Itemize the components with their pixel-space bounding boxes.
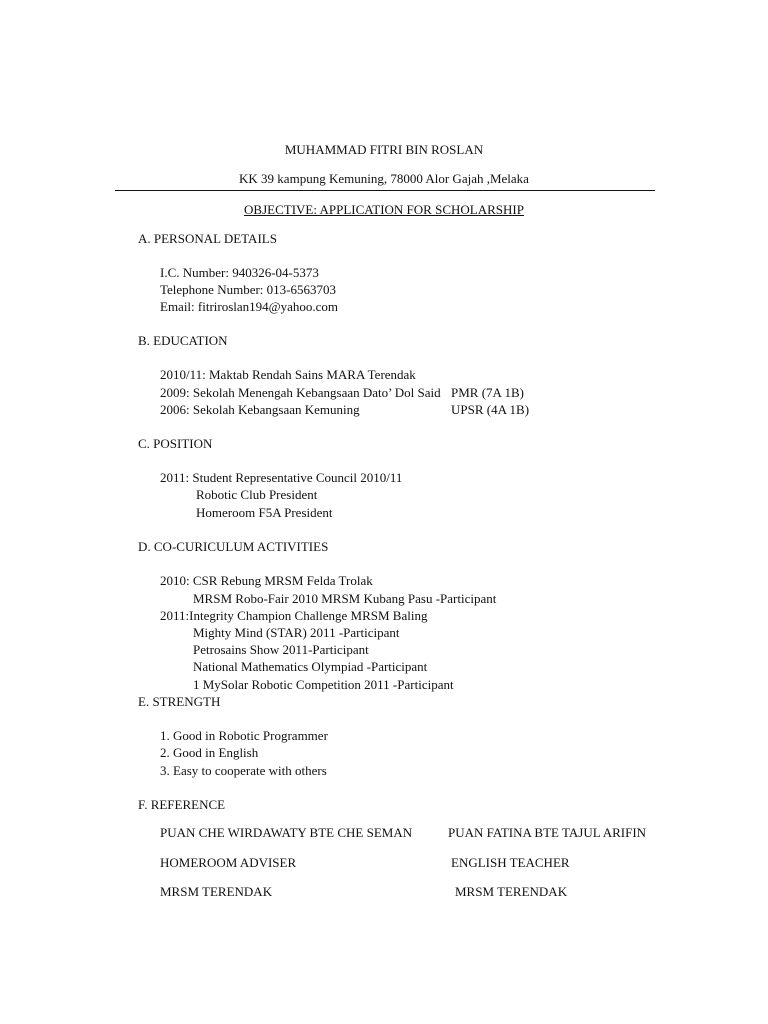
reference-right-title: ENGLISH TEACHER [451, 855, 570, 870]
education-row: 2010/11: Maktab Rendah Sains MARA Terendak [160, 367, 416, 382]
reference-left-name: PUAN CHE WIRDAWATY BTE CHE SEMAN [160, 825, 413, 840]
ic-number: I.C. Number: 940326-04-5373 [160, 265, 319, 280]
email-address: Email: fitriroslan194@yahoo.com [160, 299, 339, 314]
reference-right-name: PUAN FATINA BTE TAJUL ARIFIN [448, 825, 647, 840]
objective-line: OBJECTIVE: APPLICATION FOR SCHOLARSHIP [244, 202, 524, 217]
section-heading-education: B. EDUCATION [138, 333, 228, 348]
reference-right-org: MRSM TERENDAK [455, 884, 568, 899]
reference-left-title: HOMEROOM ADVISER [160, 855, 297, 870]
activity-line: Petrosains Show 2011-Participant [193, 642, 369, 657]
education-row: 2006: Sekolah Kebangsaan Kemuning [160, 402, 360, 417]
section-heading-strength: E. STRENGTH [138, 694, 221, 709]
education-result: UPSR (4A 1B) [451, 402, 530, 417]
education-result: PMR (7A 1B) [451, 385, 524, 400]
strength-item: 1. Good in Robotic Programmer [160, 728, 328, 743]
strength-item: 2. Good in English [160, 745, 259, 760]
telephone-number: Telephone Number: 013-6563703 [160, 282, 336, 297]
activity-line: MRSM Robo-Fair 2010 MRSM Kubang Pasu -Participant [193, 591, 497, 606]
activity-line: 2010: CSR Rebung MRSM Felda Trolak [160, 573, 373, 588]
section-heading-personal: A. PERSONAL DETAILS [138, 231, 277, 246]
applicant-address: KK 39 kampung Kemuning, 78000 Alor Gajah ,Melaka [239, 171, 529, 186]
activity-line: 2011:Integrity Champion Challenge MRSM Baling [160, 608, 428, 623]
strength-item: 3. Easy to cooperate with others [160, 763, 327, 778]
position-line: Homeroom F5A President [196, 505, 333, 520]
education-row: 2009: Sekolah Menengah Kebangsaan Dato’ Dol Said [160, 385, 441, 400]
section-heading-reference: F. REFERENCE [138, 797, 226, 812]
activity-line: National Mathematics Olympiad -Participant [193, 659, 428, 674]
reference-left-org: MRSM TERENDAK [160, 884, 273, 899]
activity-line: Mighty Mind (STAR) 2011 -Participant [193, 625, 400, 640]
position-line: 2011: Student Representative Council 2010/11 [160, 470, 403, 485]
position-line: Robotic Club President [196, 487, 318, 502]
section-heading-cocurriculum: D. CO-CURICULUM ACTIVITIES [138, 539, 329, 554]
header-divider [115, 190, 655, 191]
section-heading-position: C. POSITION [138, 436, 213, 451]
applicant-name: MUHAMMAD FITRI BIN ROSLAN [284, 142, 484, 157]
activity-line: 1 MySolar Robotic Competition 2011 -Participant [193, 677, 454, 692]
